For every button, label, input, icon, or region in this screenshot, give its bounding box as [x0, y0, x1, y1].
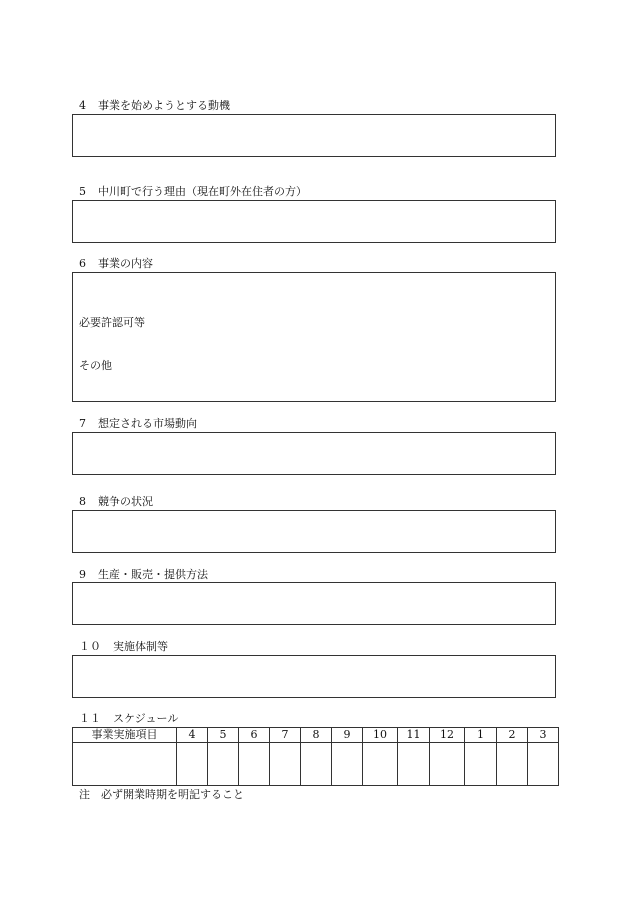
- section-title: 事業の内容: [98, 257, 153, 270]
- header-item: 事業実施項目: [73, 728, 177, 743]
- section-number: 5: [79, 185, 86, 198]
- schedule-cell[interactable]: [497, 743, 528, 786]
- schedule-cell[interactable]: [177, 743, 208, 786]
- section-title: 中川町で行う理由（現在町外在住者の方）: [98, 185, 307, 198]
- header-month: 11: [398, 728, 430, 743]
- schedule-row: [73, 743, 559, 786]
- header-month: 9: [332, 728, 363, 743]
- section-number: １０: [79, 640, 101, 653]
- schedule-cell[interactable]: [270, 743, 301, 786]
- header-month: 3: [528, 728, 559, 743]
- section-8-heading: [79, 495, 153, 509]
- header-month: 6: [239, 728, 270, 743]
- section-number: 6: [79, 257, 86, 270]
- section-9-heading: [79, 568, 208, 582]
- schedule-cell[interactable]: [398, 743, 430, 786]
- section-title: 競争の状況: [98, 495, 153, 508]
- section-number: 4: [79, 99, 86, 112]
- schedule-table: [72, 727, 559, 786]
- header-month: 12: [430, 728, 465, 743]
- implementation-field[interactable]: [72, 655, 556, 698]
- section-title: 生産・販売・提供方法: [98, 568, 208, 581]
- schedule-cell[interactable]: [208, 743, 239, 786]
- header-month: 8: [301, 728, 332, 743]
- header-month: 1: [465, 728, 497, 743]
- section-4-heading: [79, 99, 230, 113]
- schedule-item-cell[interactable]: [73, 743, 177, 786]
- schedule-header-row: [73, 728, 559, 743]
- reason-field[interactable]: [72, 200, 556, 243]
- section-title: スケジュール: [113, 712, 179, 725]
- section-number: 8: [79, 495, 86, 508]
- section-6-heading: [79, 257, 153, 271]
- other-label: その他: [79, 359, 112, 372]
- section-title: 実施体制等: [113, 640, 168, 653]
- header-month: 4: [177, 728, 208, 743]
- business-content-field[interactable]: [72, 272, 556, 402]
- schedule-cell[interactable]: [332, 743, 363, 786]
- schedule-cell[interactable]: [239, 743, 270, 786]
- competition-field[interactable]: [72, 510, 556, 553]
- permits-label: 必要許認可等: [79, 316, 145, 329]
- section-title: 事業を始めようとする動機: [98, 99, 230, 112]
- section-number: 7: [79, 417, 86, 430]
- header-month: 10: [363, 728, 398, 743]
- schedule-cell[interactable]: [528, 743, 559, 786]
- production-sales-field[interactable]: [72, 582, 556, 625]
- schedule-cell[interactable]: [363, 743, 398, 786]
- motivation-field[interactable]: [72, 114, 556, 157]
- market-trend-field[interactable]: [72, 432, 556, 475]
- section-number: １１: [79, 712, 101, 725]
- section-10-heading: [79, 640, 168, 654]
- header-month: 7: [270, 728, 301, 743]
- section-11-heading: [79, 712, 178, 726]
- header-month: 5: [208, 728, 239, 743]
- schedule-cell[interactable]: [430, 743, 465, 786]
- section-number: 9: [79, 568, 86, 581]
- section-7-heading: [79, 417, 197, 431]
- schedule-cell[interactable]: [465, 743, 497, 786]
- section-title: 想定される市場動向: [98, 417, 197, 430]
- header-month: 2: [497, 728, 528, 743]
- schedule-cell[interactable]: [301, 743, 332, 786]
- schedule-note: 注 必ず開業時期を明記すること: [79, 788, 244, 801]
- section-5-heading: [79, 185, 307, 199]
